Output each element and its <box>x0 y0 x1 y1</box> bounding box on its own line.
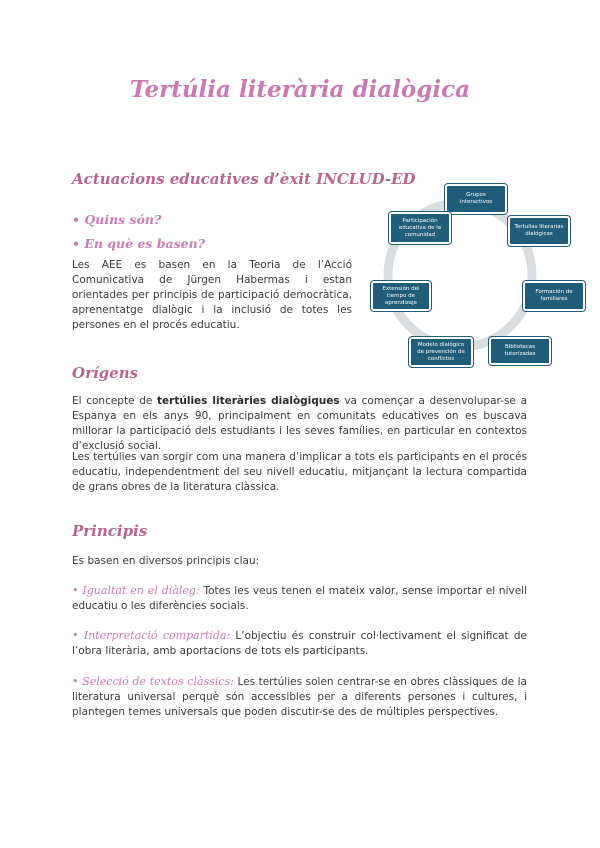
principles-intro: Es basen en diversos principis clau: <box>72 555 260 567</box>
node-bibliotecas: Bibliotecas tutorizadas <box>489 337 551 365</box>
section-heading-aee: Actuacions educatives d’èxit INCLUD-ED <box>72 170 416 188</box>
principle-item: • Selecció de textos clàssics: Les tertúlies solen centrar-se en obres clàssiques de la literatura universal perquè són accessibles per a diferents persones i cultures, i plantegen temes universals que poden discutir-se des de múltiples perspectives. <box>72 675 527 718</box>
node-tertulias: Tertulias literarias dialógicas <box>508 216 570 246</box>
node-participacion-comunidad: Participación educativa de la comunidad <box>389 212 451 244</box>
aee-cycle-diagram <box>365 180 573 370</box>
section-heading-origins: Orígens <box>72 364 139 382</box>
origins-paragraph-2: Les tertúlies van sorgir com una manera d’implicar a tots els participants en el procés educatiu, independentment del seu nivell educatiu, mitjançant la lectura compartida de grans obres de la literatura clàssica. <box>72 451 527 493</box>
node-modelo-dialogico: Modelo dialógico de prevención de conflictos <box>409 337 473 367</box>
question-what: • Quins són? <box>72 212 162 227</box>
principle-item: • Interpretació compartida: L’objectiu és construir col·lectivament el significat de l’obra literària, amb aportacions de tots els participants. <box>72 629 527 657</box>
page-title: Tertúlia literària dialògica <box>129 76 470 103</box>
node-grupos-interactivos: Grupos interactivos <box>445 184 507 214</box>
aee-description: Les AEE es basen en la Teoria de l’Acció Comunicativa de Jürgen Habermas i estan orientades per principis de participació democràtica, aprenentatge dialògic i la inclusió de totes les persones en el procés educatiu. <box>72 259 352 331</box>
question-basis: • En què es basen? <box>72 236 206 251</box>
node-formacion-familiares: Formación de familiares <box>523 281 585 311</box>
principle-item: • Igualtat en el diàleg: Totes les veus tenen el mateix valor, sense importar el nivell educatiu o les diferències socials. <box>72 584 528 612</box>
section-heading-principles: Principis <box>72 522 148 540</box>
origins-paragraph-1: El concepte de tertúlies literàries dialògiques va començar a desenvolupar-se a Espanya en els anys 90, principalment en comunitats educatives on es buscava millorar la participació dels estudiants i les seves famílies, en particular en contextos d’exclusió social. <box>72 395 527 452</box>
node-extension-tiempo: Extensión del tiempo de aprendizaje <box>371 281 431 311</box>
